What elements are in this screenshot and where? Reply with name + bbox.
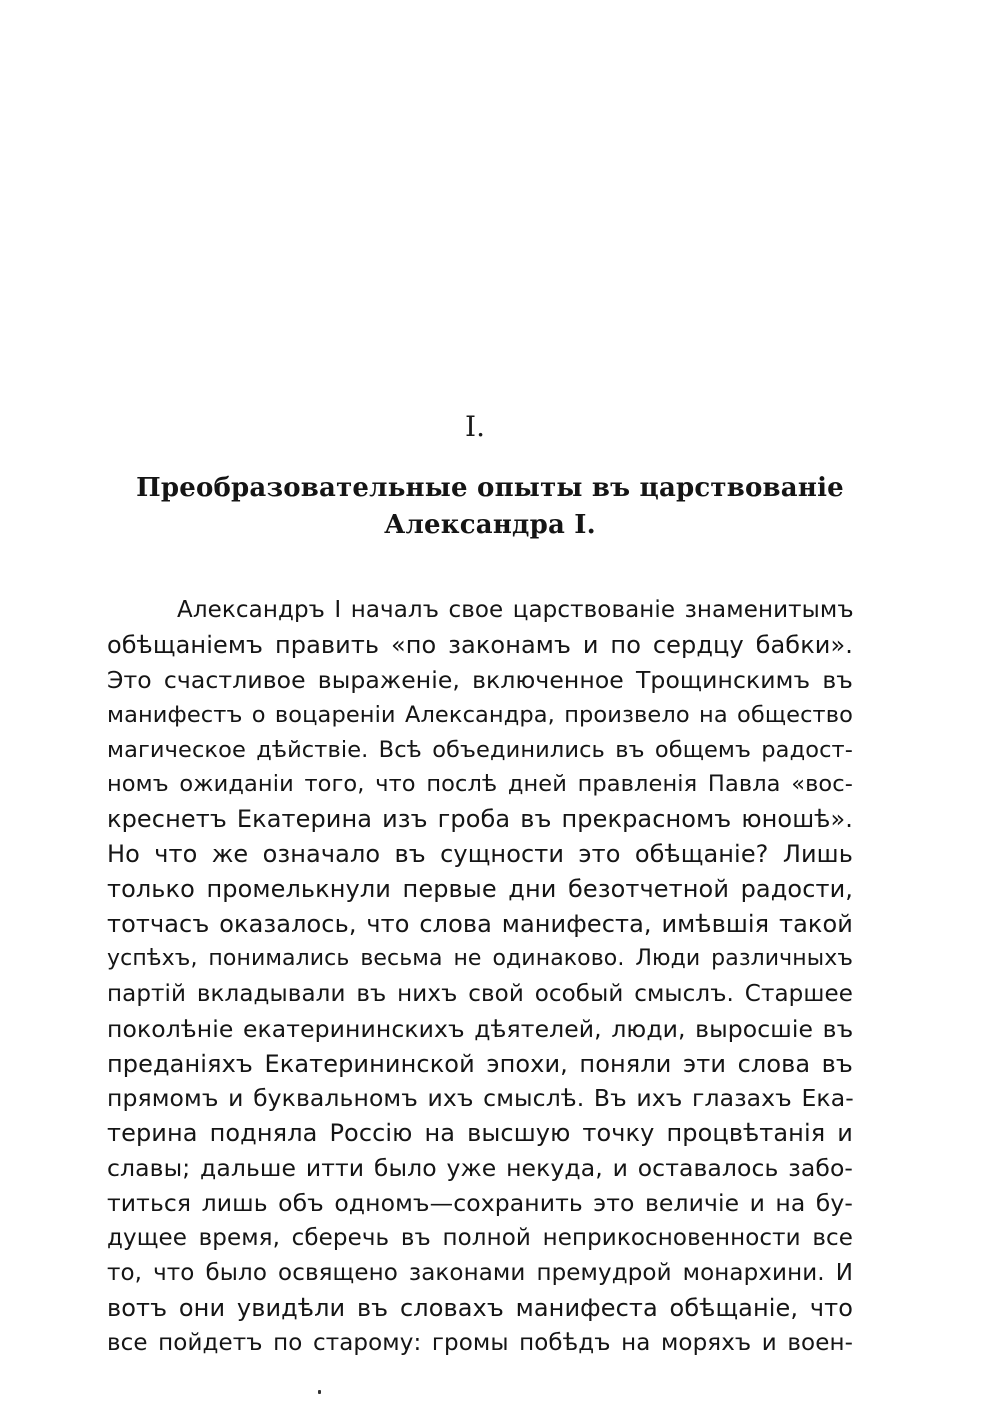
text-line: вотъ они увидѣли въ словахъ манифеста обѣщаніе, что — [107, 1293, 853, 1322]
chapter-title-line: Александра I. — [384, 510, 596, 540]
text-line: прямомъ и буквальномъ ихъ смыслѣ. Въ ихъ глазахъ Ека- — [107, 1084, 854, 1113]
text-line: то, что было освящено законами премудрой монархини. И — [107, 1259, 853, 1286]
chapter-title-line: Преобразовательные опыты въ царствованіе — [136, 473, 844, 503]
text-line: поколѣніе екатерининскихъ дѣятелей, люди, выросшіе въ — [107, 1014, 854, 1043]
text-line: дущее время, сберечь въ полной неприкосновенности все — [107, 1225, 853, 1252]
print-speck — [318, 1390, 321, 1394]
chapter-number: I. — [465, 410, 485, 443]
text-line: успѣхъ, понимались весьма не одинаково. Люди различныхъ — [107, 945, 853, 971]
text-line: партій вкладывали въ нихъ свой особый смыслъ. Старшее — [107, 980, 853, 1007]
text-line: магическое дѣйствіе. Всѣ объединились въ общемъ радост- — [107, 736, 853, 763]
body-paragraph — [107, 593, 853, 1361]
text-line: Но что же означало въ сущности это обѣщаніе? Лишь — [107, 840, 853, 869]
text-line: преданіяхъ Екатерининской эпохи, поняли эти слова въ — [107, 1049, 853, 1078]
text-line: тотчасъ оказалось, что слова манифеста, имѣвшія такой — [107, 910, 853, 939]
text-line: титься лишь объ одномъ—сохранить это величіе и на бу- — [107, 1189, 853, 1218]
text-line: только промелькнули первые дни безотчетной радости, — [107, 875, 853, 904]
text-line: славы; дальше итти было уже некуда, и оставалось забо- — [107, 1154, 853, 1183]
text-line: обѣщаніемъ править «по законамъ и по сердцу бабки». — [107, 630, 853, 659]
text-line: Это счастливое выраженіе, включенное Трощинскимъ въ — [107, 665, 853, 694]
text-line: номъ ожиданіи того, что послѣ дней правленія Павла «вос- — [107, 771, 853, 798]
text-line: Александръ I началъ свое царствованіе знаменитымъ — [177, 597, 854, 623]
text-line: все пойдетъ по старому: громы побѣдъ на моряхъ и воен- — [107, 1329, 853, 1356]
text-line: манифестъ о воцареніи Александра, произвело на общество — [107, 701, 853, 728]
text-line: креснетъ Екатерина изъ гроба въ прекрасномъ юношѣ». — [107, 805, 853, 834]
text-line: терина подняла Россію на высшую точку процвѣтанія и — [107, 1119, 853, 1148]
chapter-title — [100, 470, 880, 544]
